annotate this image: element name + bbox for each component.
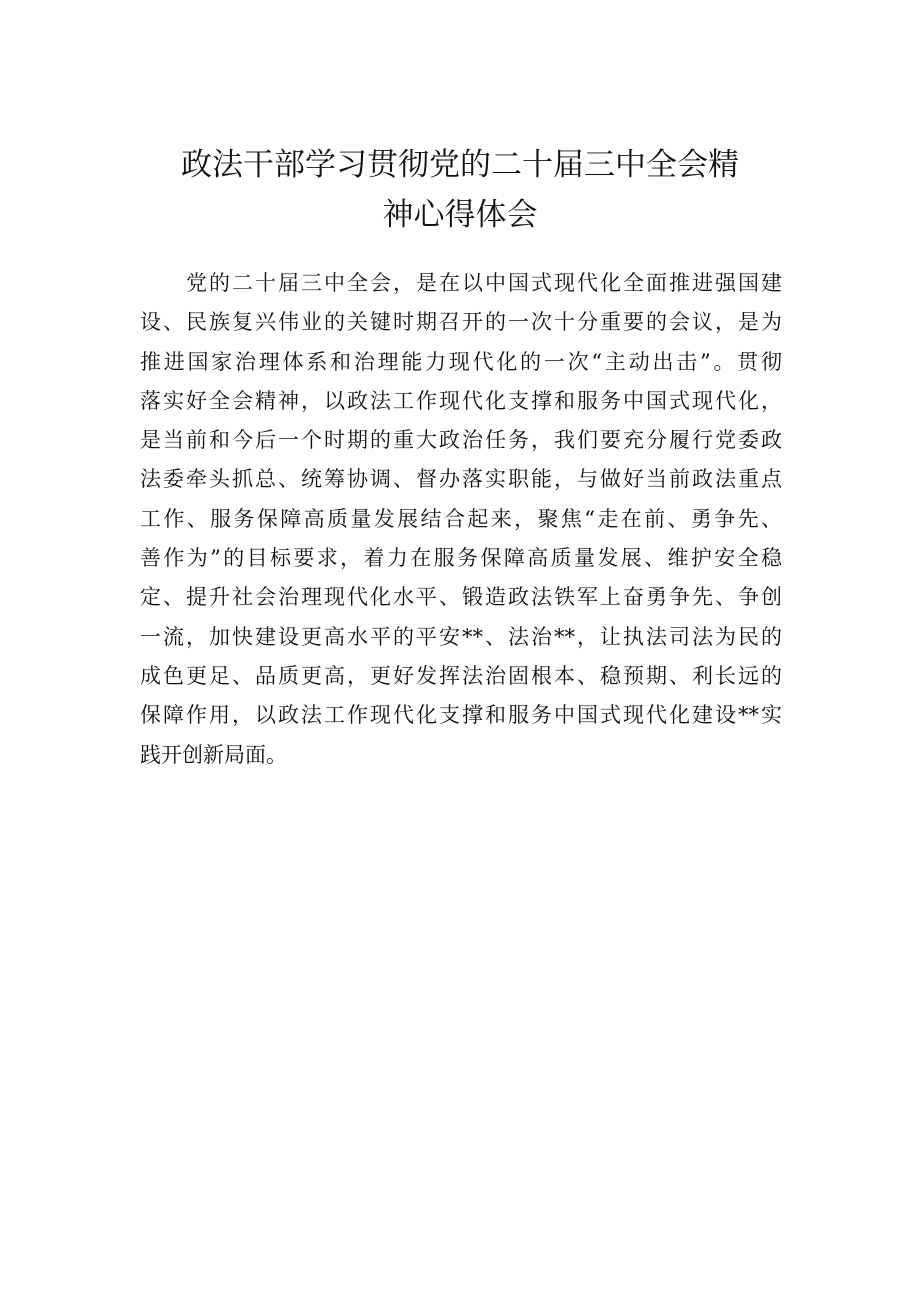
paragraph-line-11: 成色更足、品质更高，更好发挥法治固根本、稳预期、利长远的: [140, 663, 782, 688]
paragraph-line-8: 善作为”的目标要求，着力在服务保障高质量发展、维护安全稳: [140, 546, 782, 571]
paragraph-line-9: 定、提升社会治理现代化水平、锻造政法铁军上奋勇争先、争创: [140, 585, 782, 610]
paragraph-line-12: 保障作用，以政法工作现代化支撑和服务中国式现代化建设**实: [140, 703, 782, 728]
paragraph-line-1: 党的二十届三中全会，是在以中国式现代化全面推进强国建: [186, 271, 782, 295]
paragraph-line-3: 推进国家治理体系和治理能力现代化的一次“主动出击”。贯彻: [140, 349, 782, 374]
paragraph-line-4: 落实好全会精神，以政法工作现代化支撑和服务中国式现代化，: [140, 388, 782, 413]
title-line-1: 政法干部学习贯彻党的二十届三中全会精: [181, 147, 739, 183]
paragraph-line-2: 设、民族复兴伟业的关键时期召开的一次十分重要的会议，是为: [140, 310, 782, 335]
paragraph-line-10: 一流，加快建设更高水平的平安**、法治**，让执法司法为民的: [140, 624, 782, 649]
title-line-2: 神心得体会: [382, 197, 538, 233]
body-paragraph: [140, 264, 782, 775]
paragraph-line-6: 法委牵头抓总、统筹协调、督办落实职能，与做好当前政法重点: [140, 467, 782, 492]
paragraph-line-5: 是当前和今后一个时期的重大政治任务，我们要充分履行党委政: [140, 428, 782, 453]
paragraph-line-7: 工作、服务保障高质量发展结合起来，聚焦“走在前、勇争先、: [140, 506, 782, 531]
paragraph-line-13: 践开创新局面。: [140, 742, 287, 767]
document-title: [140, 140, 780, 240]
